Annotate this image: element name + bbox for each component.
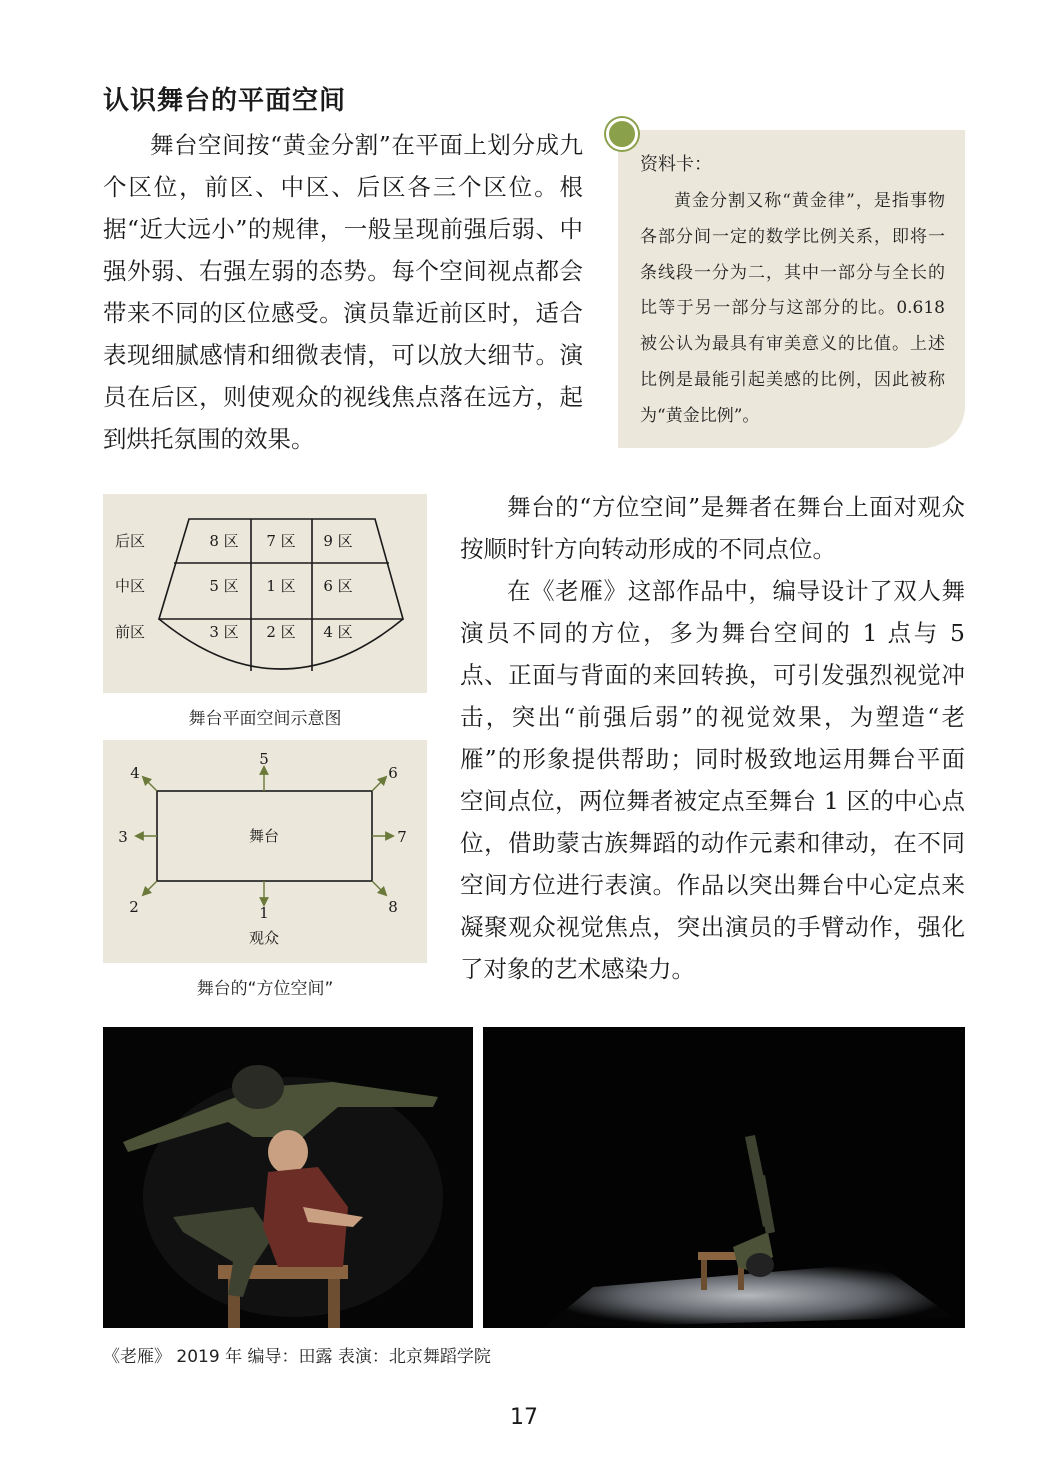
info-card-bullet-icon bbox=[606, 118, 638, 150]
page-number: 17 bbox=[510, 1405, 538, 1430]
cell-zone-5: 5 区 bbox=[209, 577, 239, 595]
arrow-2 bbox=[143, 881, 157, 895]
performance-photo-duet bbox=[103, 1027, 473, 1328]
direction-space-diagram bbox=[103, 740, 427, 963]
right-column-text bbox=[460, 486, 965, 990]
point-6-label: 6 bbox=[388, 764, 398, 782]
cell-zone-8: 8 区 bbox=[209, 532, 239, 550]
info-card-title: 资料卡： bbox=[640, 154, 712, 175]
point-3-label: 3 bbox=[118, 828, 128, 846]
lao-yan-paragraph: 在《老雁》这部作品中，编导设计了双人舞演员不同的方位，多为舞台空间的 1 点与 5 点、正面与背面的来回转换，可引发强烈视觉冲击，突出“前强后弱”的视觉效果，为塑造“老雁”的形象提供帮助；同时极致地运用舞台平面空间点位，两位舞者被定点至舞台 1 区的中心点位，借助蒙古族舞蹈的动作元素和律动，在不同空间方位进行表演。作品以突出舞台中心定点来凝聚观众视觉焦点，突出演员的手臂动作，强化了对象的艺术感染力。 bbox=[460, 577, 965, 983]
section-title: 认识舞台的平面空间 bbox=[103, 86, 347, 116]
cell-zone-4: 4 区 bbox=[323, 623, 353, 641]
performance-photo-floor bbox=[483, 1027, 965, 1328]
row-label-back: 后区 bbox=[115, 532, 146, 550]
point-1-label: 1 bbox=[259, 904, 269, 922]
floor-dancer-image bbox=[483, 1027, 965, 1328]
direction-space-figure bbox=[103, 740, 427, 963]
audience-label: 观众 bbox=[248, 929, 280, 947]
arrow-6 bbox=[372, 777, 386, 791]
intro-paragraph: 舞台空间按“黄金分割”在平面上划分成九个区位，前区、中区、后区各三个区位。根据“近大远小”的规律，一般呈现前强后弱、中强外弱、右强左弱的态势。每个空间视点都会带来不同的区位感受。演员靠近前区时，适合表现细腻感情和细微表情，可以放大细节。演员在后区，则使观众的视线焦点落在远方，起到烘托氛围的效果。 bbox=[103, 131, 583, 453]
cell-zone-2: 2 区 bbox=[266, 623, 296, 641]
stage-plan-caption: 舞台平面空间示意图 bbox=[188, 709, 342, 729]
point-2-label: 2 bbox=[129, 898, 139, 916]
direction-space-paragraph: 舞台的“方位空间”是舞者在舞台上面对观众按顺时针方向转动形成的不同点位。 bbox=[460, 493, 965, 563]
stage-center-label: 舞台 bbox=[248, 827, 280, 845]
stage-plan-figure bbox=[103, 494, 427, 693]
row-label-front: 前区 bbox=[115, 623, 146, 641]
point-8-label: 8 bbox=[388, 898, 398, 916]
cell-zone-1: 1 区 bbox=[266, 577, 296, 595]
cell-zone-9: 9 区 bbox=[323, 532, 353, 550]
duet-dancers-image bbox=[103, 1027, 473, 1328]
arrow-4 bbox=[143, 777, 157, 791]
direction-space-caption: 舞台的“方位空间” bbox=[196, 979, 334, 999]
point-5-label: 5 bbox=[259, 750, 269, 768]
cell-zone-7: 7 区 bbox=[266, 532, 296, 550]
arrow-8 bbox=[372, 881, 386, 895]
row-label-middle: 中区 bbox=[115, 577, 146, 595]
point-7-label: 7 bbox=[397, 828, 407, 846]
photo-caption: 《老雁》 2019 年 编导：田露 表演：北京舞蹈学院 bbox=[103, 1347, 491, 1367]
point-4-label: 4 bbox=[130, 764, 140, 782]
cell-zone-3: 3 区 bbox=[209, 623, 239, 641]
cell-zone-6: 6 区 bbox=[323, 577, 353, 595]
stage-plan-diagram bbox=[103, 494, 427, 693]
info-card-body: 黄金分割又称“黄金律”，是指事物各部分间一定的数学比例关系，即将一条线段一分为二，其中一部分与全长的比等于另一部分与这部分的比。0.618 被公认为最具有审美意义的比值。上述比例是最能引起美感的比例，因此被称为“黄金比例”。 bbox=[640, 191, 945, 426]
